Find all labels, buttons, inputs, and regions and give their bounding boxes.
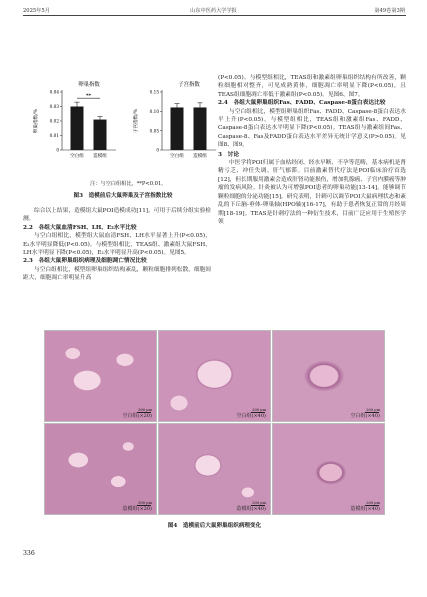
- scale-bar-label: 200 μm: [366, 501, 380, 505]
- y-axis-label: 子宫指数/%: [134, 108, 139, 134]
- y-tick-label: 0: [156, 147, 159, 153]
- scale-bar-label: 200 μm: [252, 408, 266, 412]
- y-tick-label: 0.05: [149, 128, 159, 134]
- image-label: 造模组(×40): [236, 506, 266, 512]
- histology-image: [44, 423, 157, 515]
- histology-image: [158, 423, 271, 515]
- image-label: 空白组(×40): [350, 413, 380, 419]
- bar: [71, 107, 84, 151]
- bar: [194, 107, 207, 150]
- scale-bar-label: 500 μm: [138, 408, 152, 412]
- scale-bar-label: 200 μm: [366, 408, 380, 412]
- image-label: 空白组(×20): [122, 413, 152, 419]
- histology-image: [272, 423, 385, 515]
- chart-title: 卵巢指数: [78, 82, 100, 88]
- figure3-caption: 图3 造模前后大鼠卵巢及子宫指数比较: [73, 193, 173, 199]
- header-rule: [23, 15, 406, 16]
- uterus-index-chart: [128, 78, 223, 168]
- section-heading: 3 讨论: [218, 151, 240, 158]
- paragraph: (P<0.05)。与模型组相比，TEAS组和激素组卵巢组织结构有所改善，颗粒细胞相对整齐，可见成熟黄体，细胞凋亡率明显下降(P<0.05)，且TEAS组细胞凋亡率低于激素组(P<0.05)。见图6、图7。: [218, 75, 406, 98]
- right-column: [218, 74, 406, 226]
- header-volume: 第49卷第3期: [374, 8, 405, 14]
- y-tick-label: 0.04: [49, 89, 59, 95]
- y-tick-label: 0.01: [49, 133, 59, 139]
- chart-title: 子宫指数: [178, 82, 200, 88]
- histology-image: [44, 330, 157, 422]
- subsection-heading: 2.4 各组大鼠卵巢组织Fas、FADD、Caspase-8蛋白表达比较: [218, 100, 386, 107]
- paragraph: 与空白组相比，模型组卵巢组织结构紊乱，颗粒细胞排列松散，细胞间距大，细胞凋亡率明显升高: [23, 266, 211, 282]
- paragraph: 综合以上结果，造模组大鼠POI造模成功[11]，可用于后续分组实验检测。: [23, 208, 211, 223]
- ovary-index-chart: [28, 78, 123, 168]
- y-tick-label: 0.10: [149, 108, 159, 114]
- histology-image: [272, 330, 385, 422]
- paragraph: 与空白组相比，模型组卵巢组织Fas、FADD、Caspase-8蛋白表达水平上升(P<0.05)。与模型组相比，TEAS组和激素组Fas、FADD、Caspase-8蛋白表达水平明显下降(P<0.05)。TEAS组与激素组间Fas、Caspase-8、Fas及FADD蛋白表达水平差异无统计学意义(P>0.05)。见图8、图9。: [218, 108, 406, 149]
- figure4-caption: 图4 造模前后大鼠卵巢组织病理变化: [167, 523, 262, 529]
- y-tick-label: 0.03: [49, 104, 59, 110]
- header-journal: 山东中医药大学学报: [190, 8, 237, 14]
- figure4-grid: [44, 330, 384, 516]
- image-label: 造模组(×40): [350, 506, 380, 512]
- bar: [171, 107, 184, 150]
- y-tick-label: 0.15: [149, 89, 159, 95]
- page-number: 336: [23, 550, 35, 557]
- image-label: 空白组(×40): [236, 413, 266, 419]
- image-label: 造模组(×20): [122, 506, 152, 512]
- figure3-note: 注：与空白组相比，**P<0.01。: [90, 181, 167, 187]
- y-axis-label: 卵巢指数/%: [34, 108, 39, 134]
- paragraph: 中医学将POI归属于血枯经闭、经水早断、不孕等范畴，基本病机是肾精亏乏、冲任失调、肝气郁滞。目前激素替代疗法是POI临床治疗首选[12]，但长期服用激素会造成肝肾功能损伤，增加乳腺癌、子宫内膜癌等肿瘤的发病风险。针灸被认为可增强POI患者的卵巢功能[13-14]，能够调节颗粒细胞的分泌功能[15]。研究表明，针刺可以调节POI大鼠病理状态和紊乱的下丘脑-垂体-卵巢轴(HPO轴)[16-17]，有助于患者恢复正常的月经周期[18-19]。TEAS是针刺疗法的一种衍生技术，目前广泛应用于生殖医学领: [218, 160, 406, 225]
- x-tick-label: 造模组: [93, 154, 107, 159]
- subsection-heading: 2.2 各组大鼠血清FSH、LH、E₂水平比较: [23, 224, 137, 231]
- scale-bar-label: 200 μm: [252, 501, 266, 505]
- y-tick-label: 0.02: [49, 118, 59, 124]
- histology-image: [158, 330, 271, 422]
- x-tick-label: 空白组: [170, 154, 184, 159]
- bar: [94, 120, 107, 150]
- paragraph: 与空白组相比，模型组大鼠血清FSH、LH水平显著上升(P<0.05)，E₂水平明显降低(P<0.05)。与模型组相比，TEAS组、激素组大鼠FSH、LH水平明显下降(P<0.05)，E₂水平明显升高(P<0.05)。见图5。: [23, 233, 211, 257]
- x-tick-label: 空白组: [70, 154, 84, 159]
- y-tick-label: 0: [56, 147, 59, 153]
- subsection-heading: 2.3 各组大鼠卵巢组织病理及细胞凋亡情况比较: [23, 258, 147, 265]
- left-column: [23, 207, 211, 283]
- header-date: 2025年5月: [23, 8, 50, 14]
- scale-bar-label: 500 μm: [138, 501, 152, 505]
- significance-marker: **: [85, 93, 92, 100]
- x-tick-label: 造模组: [193, 154, 207, 159]
